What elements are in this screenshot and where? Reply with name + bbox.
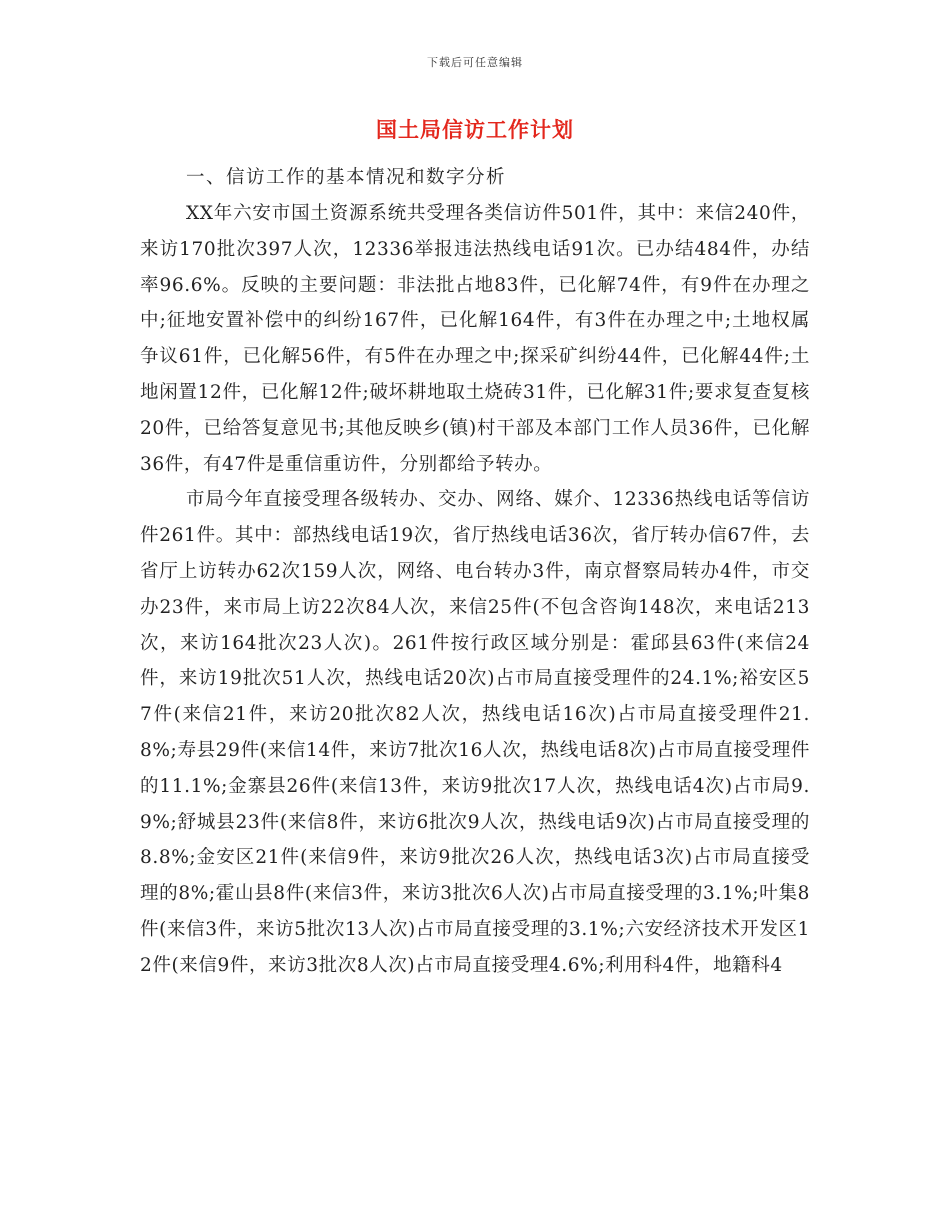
paragraph-statistics-overview: XX年六安市国土资源系统共受理各类信访件501件，其中：来信240件，来访170批次397人次，12336举报违法热线电话91次。已办结484件，办结率96.6%。反映的主要问题：非法批占地83件，已化解74件，有9件在办理之中;征地安置补偿中的纠纷167件，已化解164件，有3件在办理之中;土地权属争议61件，已化解56件，有5件在办理之中;探采矿纠纷44件，已化解44件;土地闲置12件，已化解12件;破坏耕地取土烧砖31件，已化解31件;要求复查复核20件，已给答复意见书;其他反映乡(镇)村干部及本部门工作人员36件，已化解36件，有47件是重信重访件，分别都给予转办。 <box>140 203 810 475</box>
paragraph-city-bureau-cases: 市局今年直接受理各级转办、交办、网络、媒介、12336热线电话等信访件261件。其中：部热线电话19次，省厅热线电话36次，省厅转办信67件，去省厅上访转办62次159人次，网络、电台转办3件，南京督察局转办4件，市交办23件，来市局上访22次84人次，来信25件(不包含咨询148次，来电话213次，来访164批次23人次)。261件按行政区域分别是：霍邱县63件(来信24件，来访19批次51人次，热线电话20次)占市局直接受理件的24.1%;裕安区57件(来信21件，来访20批次82人次，热线电话16次)占市局直接受理件21.8%;寿县29件(来信14件，来访7批次16人次，热线电话8次)占市局直接受理件的11.1%;金寨县26件(来信13件，来访9批次17人次，热线电话4次)占市局9.9%;舒城县23件(来信8件，来访6批次9人次，热线电话9次)占市局直接受理的8.8%;金安区21件(来信9件，来访9批次26人次，热线电话3次)占市局直接受理的8%;霍山县8件(来信3件，来访3批次6人次)占市局直接受理的3.1%;叶集8件(来信3件，来访5批次13人次)占市局直接受理的3.1%;六安经济技术开发区12件(来信9件，来访3批次8人次)占市局直接受理4.6%;利用科4件，地籍科4 <box>140 489 810 976</box>
header-note: 下载后可任意编辑 <box>427 56 523 69</box>
document-body <box>140 160 810 984</box>
document-title: 国土局信访工作计划 <box>376 117 574 142</box>
section-heading: 一、信访工作的基本情况和数字分析 <box>186 167 507 188</box>
